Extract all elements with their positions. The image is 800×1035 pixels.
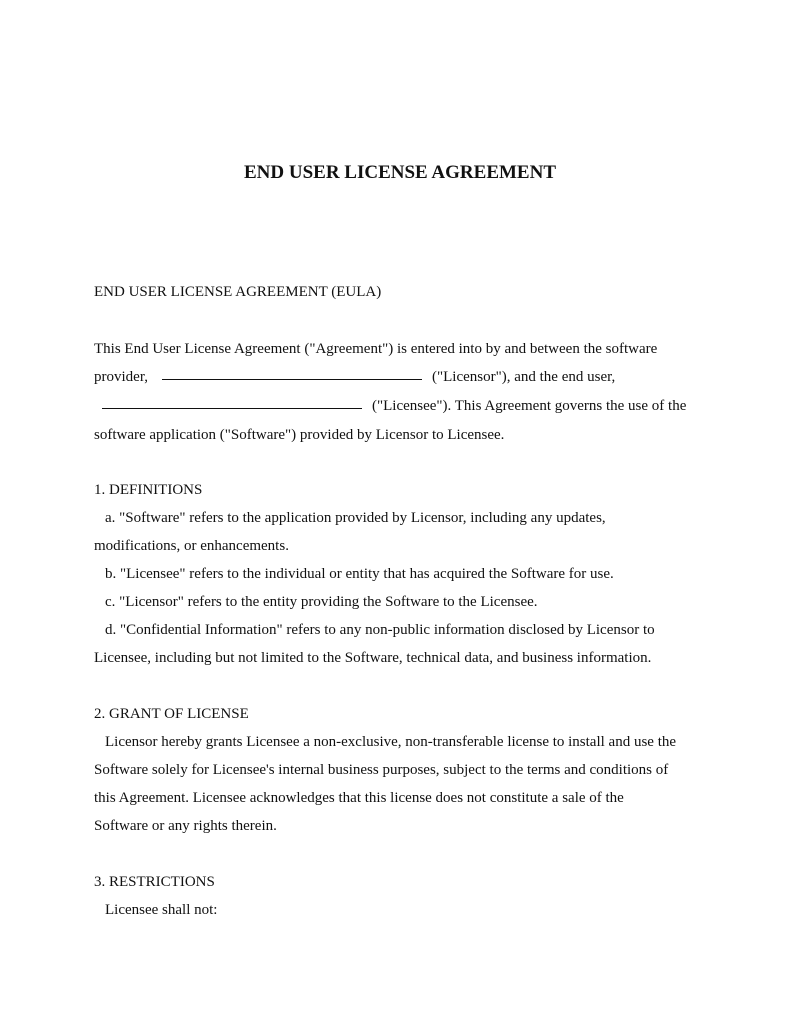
definition-a-line-2: modifications, or enhancements. <box>94 538 289 554</box>
document-subtitle: END USER LICENSE AGREEMENT (EULA) <box>94 284 382 300</box>
grant-line-1: Licensor hereby grants Licensee a non-exclusive, non-transferable license to install and use the <box>105 734 677 750</box>
intro-provider-label: provider, <box>94 369 148 385</box>
intro-licensee-text: ("Licensee"). This Agreement governs the use of the <box>372 398 687 414</box>
intro-line-1: This End User License Agreement ("Agreement") is entered into by and between the software <box>94 341 658 357</box>
document-title: END USER LICENSE AGREEMENT <box>244 162 556 183</box>
section-definitions-heading: 1. DEFINITIONS <box>94 482 203 498</box>
restrictions-line-1: Licensee shall not: <box>105 902 218 918</box>
section-grant-heading: 2. GRANT OF LICENSE <box>94 706 249 722</box>
section-restrictions-heading: 3. RESTRICTIONS <box>94 874 215 890</box>
definition-a-line-1: a. "Software" refers to the application provided by Licensor, including any updates, <box>105 510 606 526</box>
intro-licensor-text: ("Licensor"), and the end user, <box>432 369 616 385</box>
grant-line-2: Software solely for Licensee's internal business purposes, subject to the terms and conditions of <box>94 762 669 778</box>
definition-d-line-1: d. "Confidential Information" refers to any non-public information disclosed by Licensor to <box>105 622 655 638</box>
intro-line-4: software application ("Software") provided by Licensor to Licensee. <box>94 427 505 443</box>
grant-line-4: Software or any rights therein. <box>94 818 277 834</box>
grant-line-3: this Agreement. Licensee acknowledges that this license does not constitute a sale of the <box>94 790 624 806</box>
definition-d-line-2: Licensee, including but not limited to the Software, technical data, and business information. <box>94 650 652 666</box>
definition-c: c. "Licensor" refers to the entity providing the Software to the Licensee. <box>105 594 538 610</box>
licensee-name-field[interactable] <box>102 408 362 409</box>
licensor-name-field[interactable] <box>162 379 422 380</box>
definition-b: b. "Licensee" refers to the individual or entity that has acquired the Software for use. <box>105 566 614 582</box>
